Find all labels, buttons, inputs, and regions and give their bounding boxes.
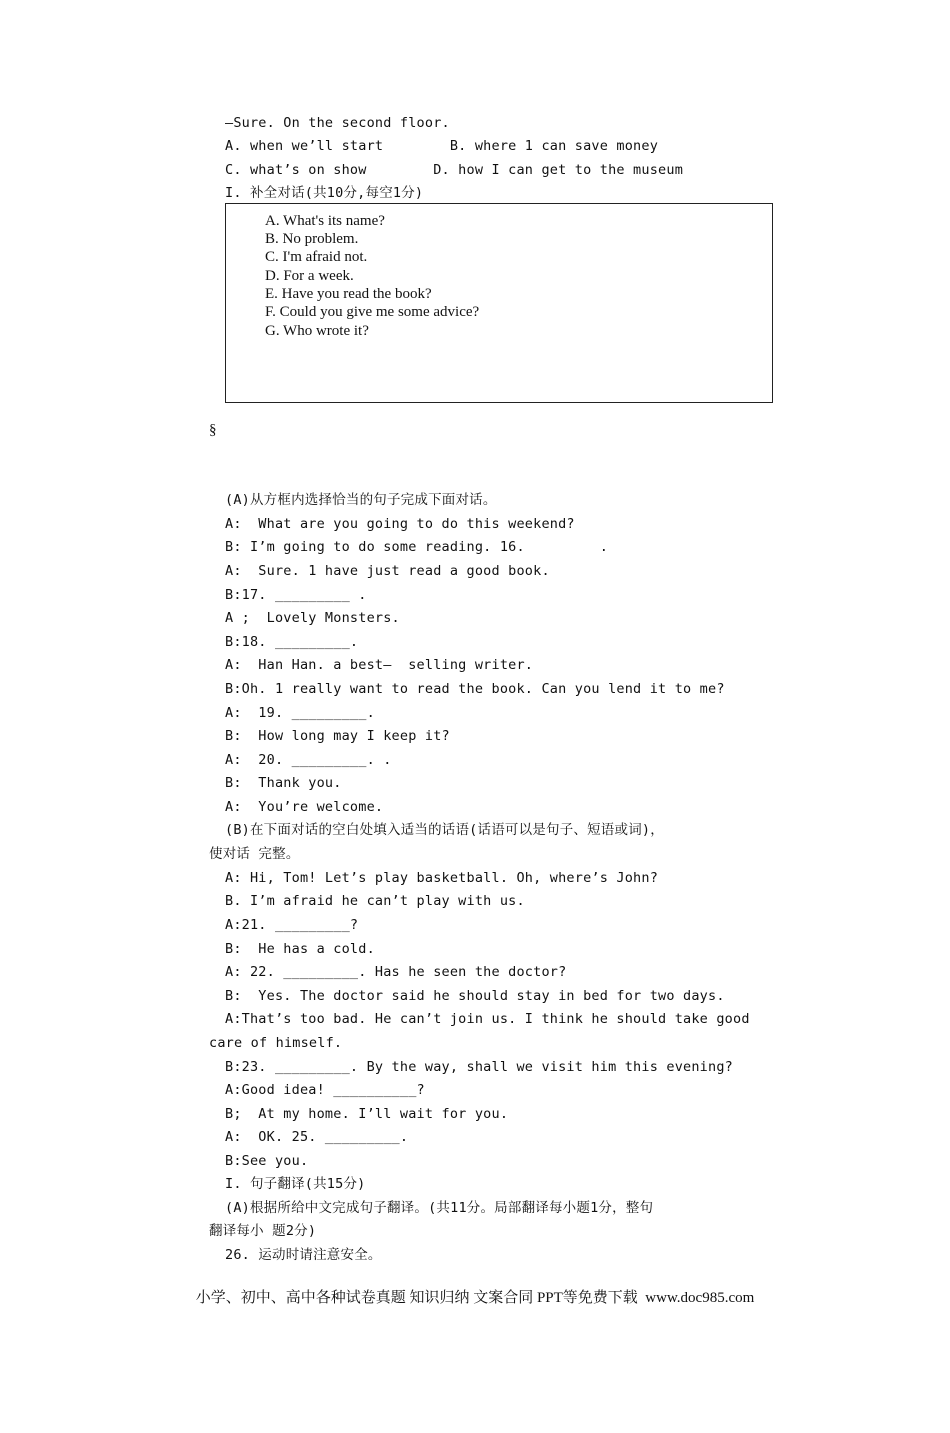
dialogue-line: A: Han Han. a best— selling writer. bbox=[225, 657, 534, 673]
option-item: D. For a week. bbox=[265, 268, 354, 284]
section-heading: I. 句子翻译(共15分) bbox=[225, 1176, 366, 1192]
dialogue-line: B: Yes. The doctor said he should stay in bed for two days. bbox=[225, 988, 725, 1004]
dialogue-line: A: OK. 25. _________. bbox=[225, 1129, 409, 1145]
choice-line: A. when we’ll start B. where 1 can save money bbox=[225, 138, 659, 154]
dialogue-line: —Sure. On the second floor. bbox=[225, 115, 450, 131]
dialogue-line: A ; Lovely Monsters. bbox=[225, 610, 400, 626]
dialogue-line: B: He has a cold. bbox=[225, 941, 375, 957]
dialogue-line: A:Good idea! __________? bbox=[225, 1082, 425, 1098]
dialogue-line: B:17. _________ . bbox=[225, 587, 367, 603]
options-box bbox=[225, 203, 773, 403]
dialogue-line: B:See you. bbox=[225, 1153, 309, 1169]
instruction-line: (A)从方框内选择恰当的句子完成下面对话。 bbox=[225, 492, 497, 508]
dialogue-line: B:18. _________. bbox=[225, 634, 359, 650]
dialogue-line: B:Oh. 1 really want to read the book. Can you lend it to me? bbox=[225, 681, 725, 697]
instruction-line: (B)在下面对话的空白处填入适当的话语(话语可以是句子、短语或词)， bbox=[225, 822, 664, 838]
dialogue-line: A: 20. _________. . bbox=[225, 752, 392, 768]
option-item: A. What's its name? bbox=[265, 213, 385, 229]
option-item: C. I'm afraid not. bbox=[265, 249, 368, 265]
question-line: 26. 运动时请注意安全。 bbox=[225, 1247, 382, 1263]
dialogue-line: B: Thank you. bbox=[225, 775, 342, 791]
instruction-line: 翻译每小 题2分) bbox=[209, 1223, 317, 1239]
dialogue-line: B:23. _________. By the way, shall we visit him this evening? bbox=[225, 1059, 733, 1075]
dialogue-line: B. I’m afraid he can’t play with us. bbox=[225, 893, 525, 909]
dialogue-line: B: How long may I keep it? bbox=[225, 728, 450, 744]
section-heading: I. 补全对话(共10分,每空1分) bbox=[225, 185, 424, 201]
dialogue-line: A: 19. _________. bbox=[225, 705, 375, 721]
option-item: B. No problem. bbox=[265, 231, 359, 247]
option-item: G. Who wrote it? bbox=[265, 323, 369, 339]
section-mark: § bbox=[209, 422, 217, 438]
dialogue-line: A: You’re welcome. bbox=[225, 799, 384, 815]
choice-line: C. what’s on show D. how I can get to the museum bbox=[225, 162, 684, 178]
dialogue-line: care of himself. bbox=[209, 1035, 343, 1051]
option-item: F. Could you give me some advice? bbox=[265, 304, 480, 320]
dialogue-line: A:That’s too bad. He can’t join us. I think he should take good bbox=[225, 1011, 750, 1027]
dialogue-line: A: Hi, Tom! Let’s play basketball. Oh, where’s John? bbox=[225, 870, 659, 886]
instruction-line: (A)根据所给中文完成句子翻译。(共11分。局部翻译每小题1分，整句 bbox=[225, 1200, 654, 1216]
footer-text: 小学、初中、高中各种试卷真题 知识归纳 文案合同 PPT等免费下载 www.doc985.com bbox=[195, 1290, 755, 1306]
dialogue-line: A: Sure. 1 have just read a good book. bbox=[225, 563, 550, 579]
dialogue-line: A: 22. _________. Has he seen the doctor? bbox=[225, 964, 567, 980]
dialogue-line: A:21. _________? bbox=[225, 917, 359, 933]
dialogue-line: B: I’m going to do some reading. 16. . bbox=[225, 539, 609, 555]
instruction-line: 使对话 完整。 bbox=[209, 846, 300, 862]
dialogue-line: B; At my home. I’ll wait for you. bbox=[225, 1106, 509, 1122]
dialogue-line: A: What are you going to do this weekend? bbox=[225, 516, 575, 532]
option-item: E. Have you read the book? bbox=[265, 286, 432, 302]
